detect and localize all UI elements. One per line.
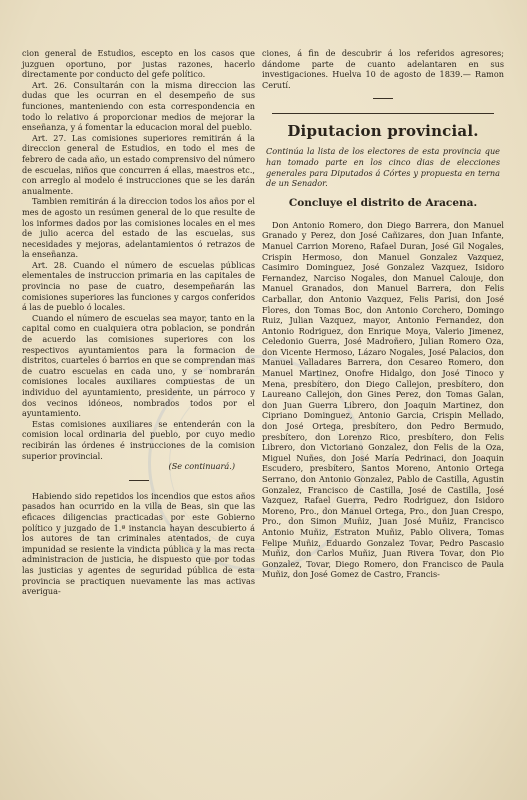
- left-paragraph: Tambien remitirán á la direccion todos los años por el mes de agosto un resúmen general de lo que resulte de los informes dados por las comisiones locales en el mes de julio acerca del estado de las escuelas, sus necesidades y mejoras, adelantamientos ó retrazos de la enseñanza.: [22, 196, 255, 260]
- left-column: [22, 48, 255, 597]
- electors-list: Don Antonio Romero, don Diego Barrera, don Manuel Granado y Perez, don José Cañizares, don Juan Infante, Manuel Carrion Moreno, Rafael Duran, José Gil Nogales, Crispin Hermoso, don Manuel Gonzalez Vazquez, Casimiro Dominguez, José Gonzalez Vazquez, Isidoro Fernandez, Narciso Nogales, don Manuel Calouje, don Manuel Granados, don Manuel Barrera, don Felis Carballar, don Antonio Vazquez, Felis Parisi, don José Flores, don Tomas Boc, don Antonio Corchero, Domingo Ruiz, Julian Vazquez, mayor, Antonio Fernandez, don Antonio Rodriguez, don Enrique Moya, Valerio Jimenez, Celedonio Guerra, José Madroñero, Julian Romero Oza, don Vicente Hermoso, Lázaro Nogales, José Palacios, don Manuel Valladares Barrera, don Cesareo Romero, don Manuel Martinez, Onofre Hidalgo, don José Tinoco y Mena, presbítero, don Diego Callejon, presbítero, don Laureano Callejon, don Gines Perez, don Tomas Galan, don Juan Guerra Librero, don Joaquin Martinez, don Cipriano Dominguez, Antonio Garcia, Crispin Mellado, don José Ortega, presbítero, don Pedro Bermudo, presbítero, don Lorenzo Rico, presbítero, don Felis Librero, don Victoriano Gonzalez, don Felis de la Oza, Miguel Nuñes, don José María Pedrinaci, don Joaquin Escudero, presbítero, Santos Moreno, Antonio Ortega Serrano, don Antonio Gonzalez, Pablo de Castilla, Agustin Gonzalez, Francisco de Castilla, José de Castilla, José Vazquez, Rafael Guerra, Pedro Rodriguez, don Isidoro Moreno, Pro., don Manuel Ortega, Pro., don Juan Crespo, Pro., don Simon Muñiz, Juan José Muñiz, Francisco Antonio Muñiz, Estraton Muñiz, Pablo Olivera, Tomas Felipe Muñiz, Eduardo Gonzalez Tovar, Pedro Pascasio Muñiz, don Carlos Muñiz, Juan Rivera Tovar, don Pio Gonzalez, Tovar, Diego Romero, don Francisco de Paula Muñiz, don José Gomez de Castro, Francis-: [262, 219, 504, 580]
- left-paragraph: Art. 26. Consultarán con la misma direccion las dudas que les ocurran en el desempeño de sus funciones, manteniendo con esta correspondencia en todo lo relativo á proporcionar medios de mejorar la enseñanza, y á fomentar la educacion moral del pueblo.: [22, 79, 255, 133]
- left-paragraph: Estas comisiones auxiliares se entenderán con la comision local ordinaria del pueblo, por cuyo medio recibirán las órdenes é instrucciones de la comision superior provincial.: [22, 418, 255, 461]
- right-paragraph-top: ciones, á fin de descubrir á los referidos agresores; dándome parte de cuanto adelantaren en sus investigaciones. Huelva 10 de agosto de 1839.— Ramon Cerutí.: [262, 48, 504, 90]
- left-paragraph: Cuando el número de escuelas sea mayor, tanto en la capital como en cualquiera otra poblacion, se pondrán de acuerdo las comisiones superiores con los respectivos ayuntamientos para la formacion de distritos, cuarteles ó barrios en que se comprendan mas de cuatro escuelas en cada uno, y se nombrarán comisiones locales auxiliares compuestas de un individuo del ayuntamiento, presidente, un párroco y dos vecinos idóneos, nombrados todos por el ayuntamiento.: [22, 312, 255, 419]
- right-column: [262, 48, 504, 580]
- section-divider: [373, 98, 393, 99]
- section-divider: [129, 480, 149, 481]
- left-paragraph: cion general de Estudios, escepto en los casos que juzguen oportuno, por justas razones, hacerlo directamente por conducto del gefe político.: [22, 48, 255, 80]
- district-heading: Concluye el distrito de Aracena.: [288, 196, 478, 209]
- left-paragraph: Art. 28. Cuando el número de escuelas públicas elementales de instruccion primaria en las capitales de provincia no pase de cuatro, desempeñarán las comisiones superiores las funciones y cargos conferidos á las de pueblo ó locales.: [22, 259, 255, 313]
- section-subtitle: Continúa la lista de los electores de esta provincia que han tomado parte en los cinco dias de elecciones generales para Diputados á Córtes y propuesta en terna de un Senador.: [266, 146, 500, 189]
- section-title: Diputacion provincial.: [287, 122, 479, 141]
- left-paragraph-2: Habiendo sido repetidos los incendios que estos años pasados han ocurrido en la villa de Beas, sin que las eficaces diligencias practicadas por este Gobierno político y juzgado de 1.ª instancia hayan descubierto á los autores de tan criminales atentados, de cuya impunidad se resiente la vindicta pública y la mas recta administracion de justicia, he dispuesto que por todas las justicias y agentes de seguridad pública de esta provincia se practiquen nuevamente las mas activas averigua-: [22, 490, 255, 597]
- continuation-note: (Se continuará.): [168, 461, 235, 472]
- left-paragraph: Art. 27. Las comisiones superiores remitirán á la direccion general de Estudios, en todo el mes de febrero de cada año, un estado comprensivo del número de escuelas, niños que concurren á ellas, maestros etc., con arreglo al modelo é instrucciones que se les darán anualmente.: [22, 132, 255, 196]
- heading-rule: [272, 113, 494, 114]
